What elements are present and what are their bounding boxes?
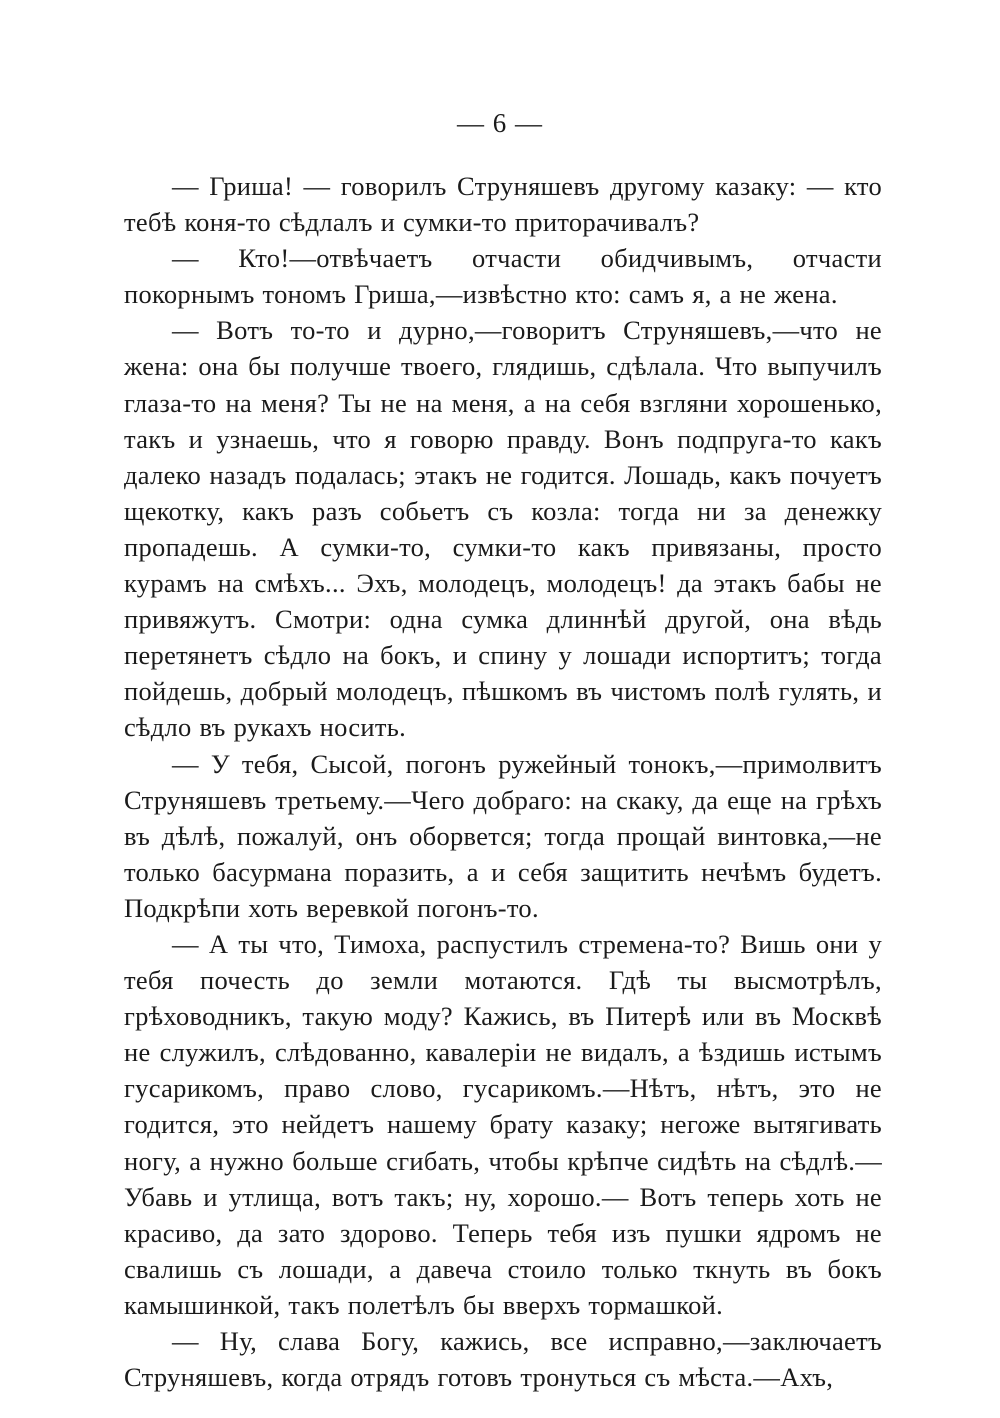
paragraph-timokha-stirrups: — А ты что, Тимоха, распустилъ стремена-то? Вишь они у тебя почесть до земли мотаются. Гдѣ ты высмотрѣлъ, грѣховодникъ, такую моду? Кажись, въ Питерѣ или въ Москвѣ не служилъ, слѣдованно, кавалеріи не видалъ, а ѣздишь истымъ гусарикомъ, право слово, гусарикомъ.—Нѣтъ, нѣтъ, это не годится, это нейдетъ нашему брату казаку; негоже вытягивать ногу, а нужно больше сгибать, чтобы крѣпче сидѣть на сѣдлѣ.—Убавь и утлища, вотъ такъ; ну, хорошо.— Вотъ теперь хоть не красиво, да зато здорово. Теперь тебя изъ пушки ядромъ не свалишь съ лошади, а давеча стоило только ткнуть въ бокъ камышинкой, такъ полетѣлъ бы вверхъ тормашкой. (124, 928, 882, 1320)
paragraph-all-ready: — Ну, слава Богу, кажись, все исправно,—заключаетъ Струняшевъ, когда отрядъ готовъ тронуться съ мѣста.—Ахъ, (124, 1326, 882, 1393)
paragraph-sysoy-rifle-strap: — У тебя, Сысой, погонъ ружейный тонокъ,—примолвитъ Струняшевъ третьему.—Чего добраго: на скаку, да еще на грѣхъ въ дѣлѣ, пожалуй, онъ оборвется; тогда прощай винтовка,—не только басурмана поразить, а и себя защитить нечѣмъ будетъ. Подкрѣпи хоть веревкой погонъ-то. (124, 748, 882, 923)
paragraph-grisha-question: — Гриша! — говорилъ Струняшевъ другому казаку: — кто тебѣ коня-то сѣдлалъ и сумки-то приторачивалъ? (124, 171, 882, 238)
paragraph-grisha-answer: — Кто!—отвѣчаетъ отчасти обидчивымъ, отчасти покорнымъ тономъ Гриша,—извѣстно кто: самъ я, а не жена. (124, 243, 882, 310)
page-number: — 6 — (457, 108, 543, 138)
body-text (124, 168, 882, 1395)
paragraph-saddle-lecture: — Вотъ то-то и дурно,—говоритъ Струняшевъ,—что не жена: она бы получше твоего, глядишь, сдѣлала. Что выпучилъ глаза-то на меня? Ты не на меня, а на себя взгляни хорошенько, такъ и узнаешь, что я говорю правду. Вонъ подпруга-то какъ далеко назадъ подалась; этакъ не годится. Лошадь, какъ почуетъ щекотку, какъ разъ собьетъ съ козла: тогда ни за денежку пропадешь. А сумки-то, сумки-то какъ привязаны, просто курамъ на смѣхъ... Эхъ, молодецъ, молодецъ! да этакъ бабы не привяжутъ. Смотри: одна сумка длиннѣй другой, она вѣдь перетянетъ сѣдло на бокъ, и спину у лошади испортитъ; тогда пойдешь, добрый молодецъ, пѣшкомъ въ чистомъ полѣ гулять, и сѣдло въ рукахъ носить. (124, 315, 882, 743)
